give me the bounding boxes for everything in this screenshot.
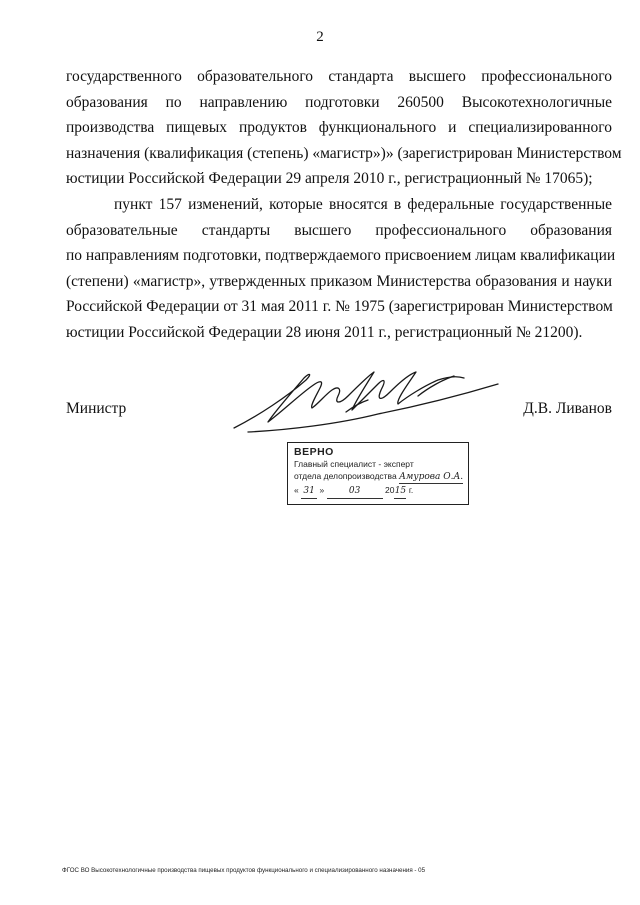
stamp-handwritten-name: Амурова О.А. <box>399 472 464 482</box>
handwritten-signature <box>228 366 508 436</box>
document-body <box>66 64 622 346</box>
stamp-title: ВЕРНО <box>294 446 334 458</box>
text-line: производства пищевых продуктов функционального и специализированного <box>66 119 612 137</box>
paragraph-continuation <box>66 64 622 192</box>
paragraph-item-157 <box>66 192 616 346</box>
stamp-department-row <box>294 470 462 484</box>
stamp-date-open-quote: « <box>294 485 299 495</box>
stamp-date-row <box>294 484 462 499</box>
stamp-date-month: 03 <box>327 485 383 499</box>
text-line: (степени) «магистр», утвержденных приказом Министерства образования и науки <box>66 272 612 290</box>
text-line: юстиции Российской Федерации 29 апреля 2010 г., регистрационный № 17065); <box>66 170 593 188</box>
text-line: государственного образовательного стандарта высшего профессионального <box>66 68 612 85</box>
text-line: по направлениям подготовки, подтверждаемого присвоением лицам квалификации <box>66 247 616 265</box>
page-number: 2 <box>316 29 324 45</box>
signatory-title: Министр <box>66 400 127 417</box>
stamp-date-day: 31 <box>301 485 317 499</box>
document-footer: ФГОС ВО Высокотехнологичные производства пищевых продуктов функционального и специализированного назначения - 05 <box>62 867 426 874</box>
text-line: образовательные стандарты высшего профессионального образования <box>66 221 612 239</box>
stamp-position: Главный специалист - эксперт <box>294 459 414 469</box>
certification-stamp <box>287 442 469 505</box>
text-line: назначения (квалификация (степень) «магистр»)» (зарегистрирован Министерством <box>66 144 622 162</box>
text-line: пункт 157 изменений, которые вносятся в федеральные государственные <box>114 195 612 213</box>
text-line: образования по направлению подготовки 260500 Высокотехнологичные <box>66 93 612 111</box>
stamp-date-year-suffix: 15 <box>394 485 406 499</box>
stamp-date-year-unit: г. <box>408 485 414 495</box>
stamp-department: отдела делопроизводства <box>294 471 397 481</box>
signatory-name: Д.В. Ливанов <box>523 400 612 417</box>
stamp-date-year-prefix: 20 <box>384 485 395 495</box>
text-line: юстиции Российской Федерации 28 июня 2011 г., регистрационный № 21200). <box>66 323 583 341</box>
text-line: Российской Федерации от 31 мая 2011 г. № 1975 (зарегистрирован Министерством <box>66 298 613 316</box>
stamp-date-close-quote: » <box>319 485 325 495</box>
